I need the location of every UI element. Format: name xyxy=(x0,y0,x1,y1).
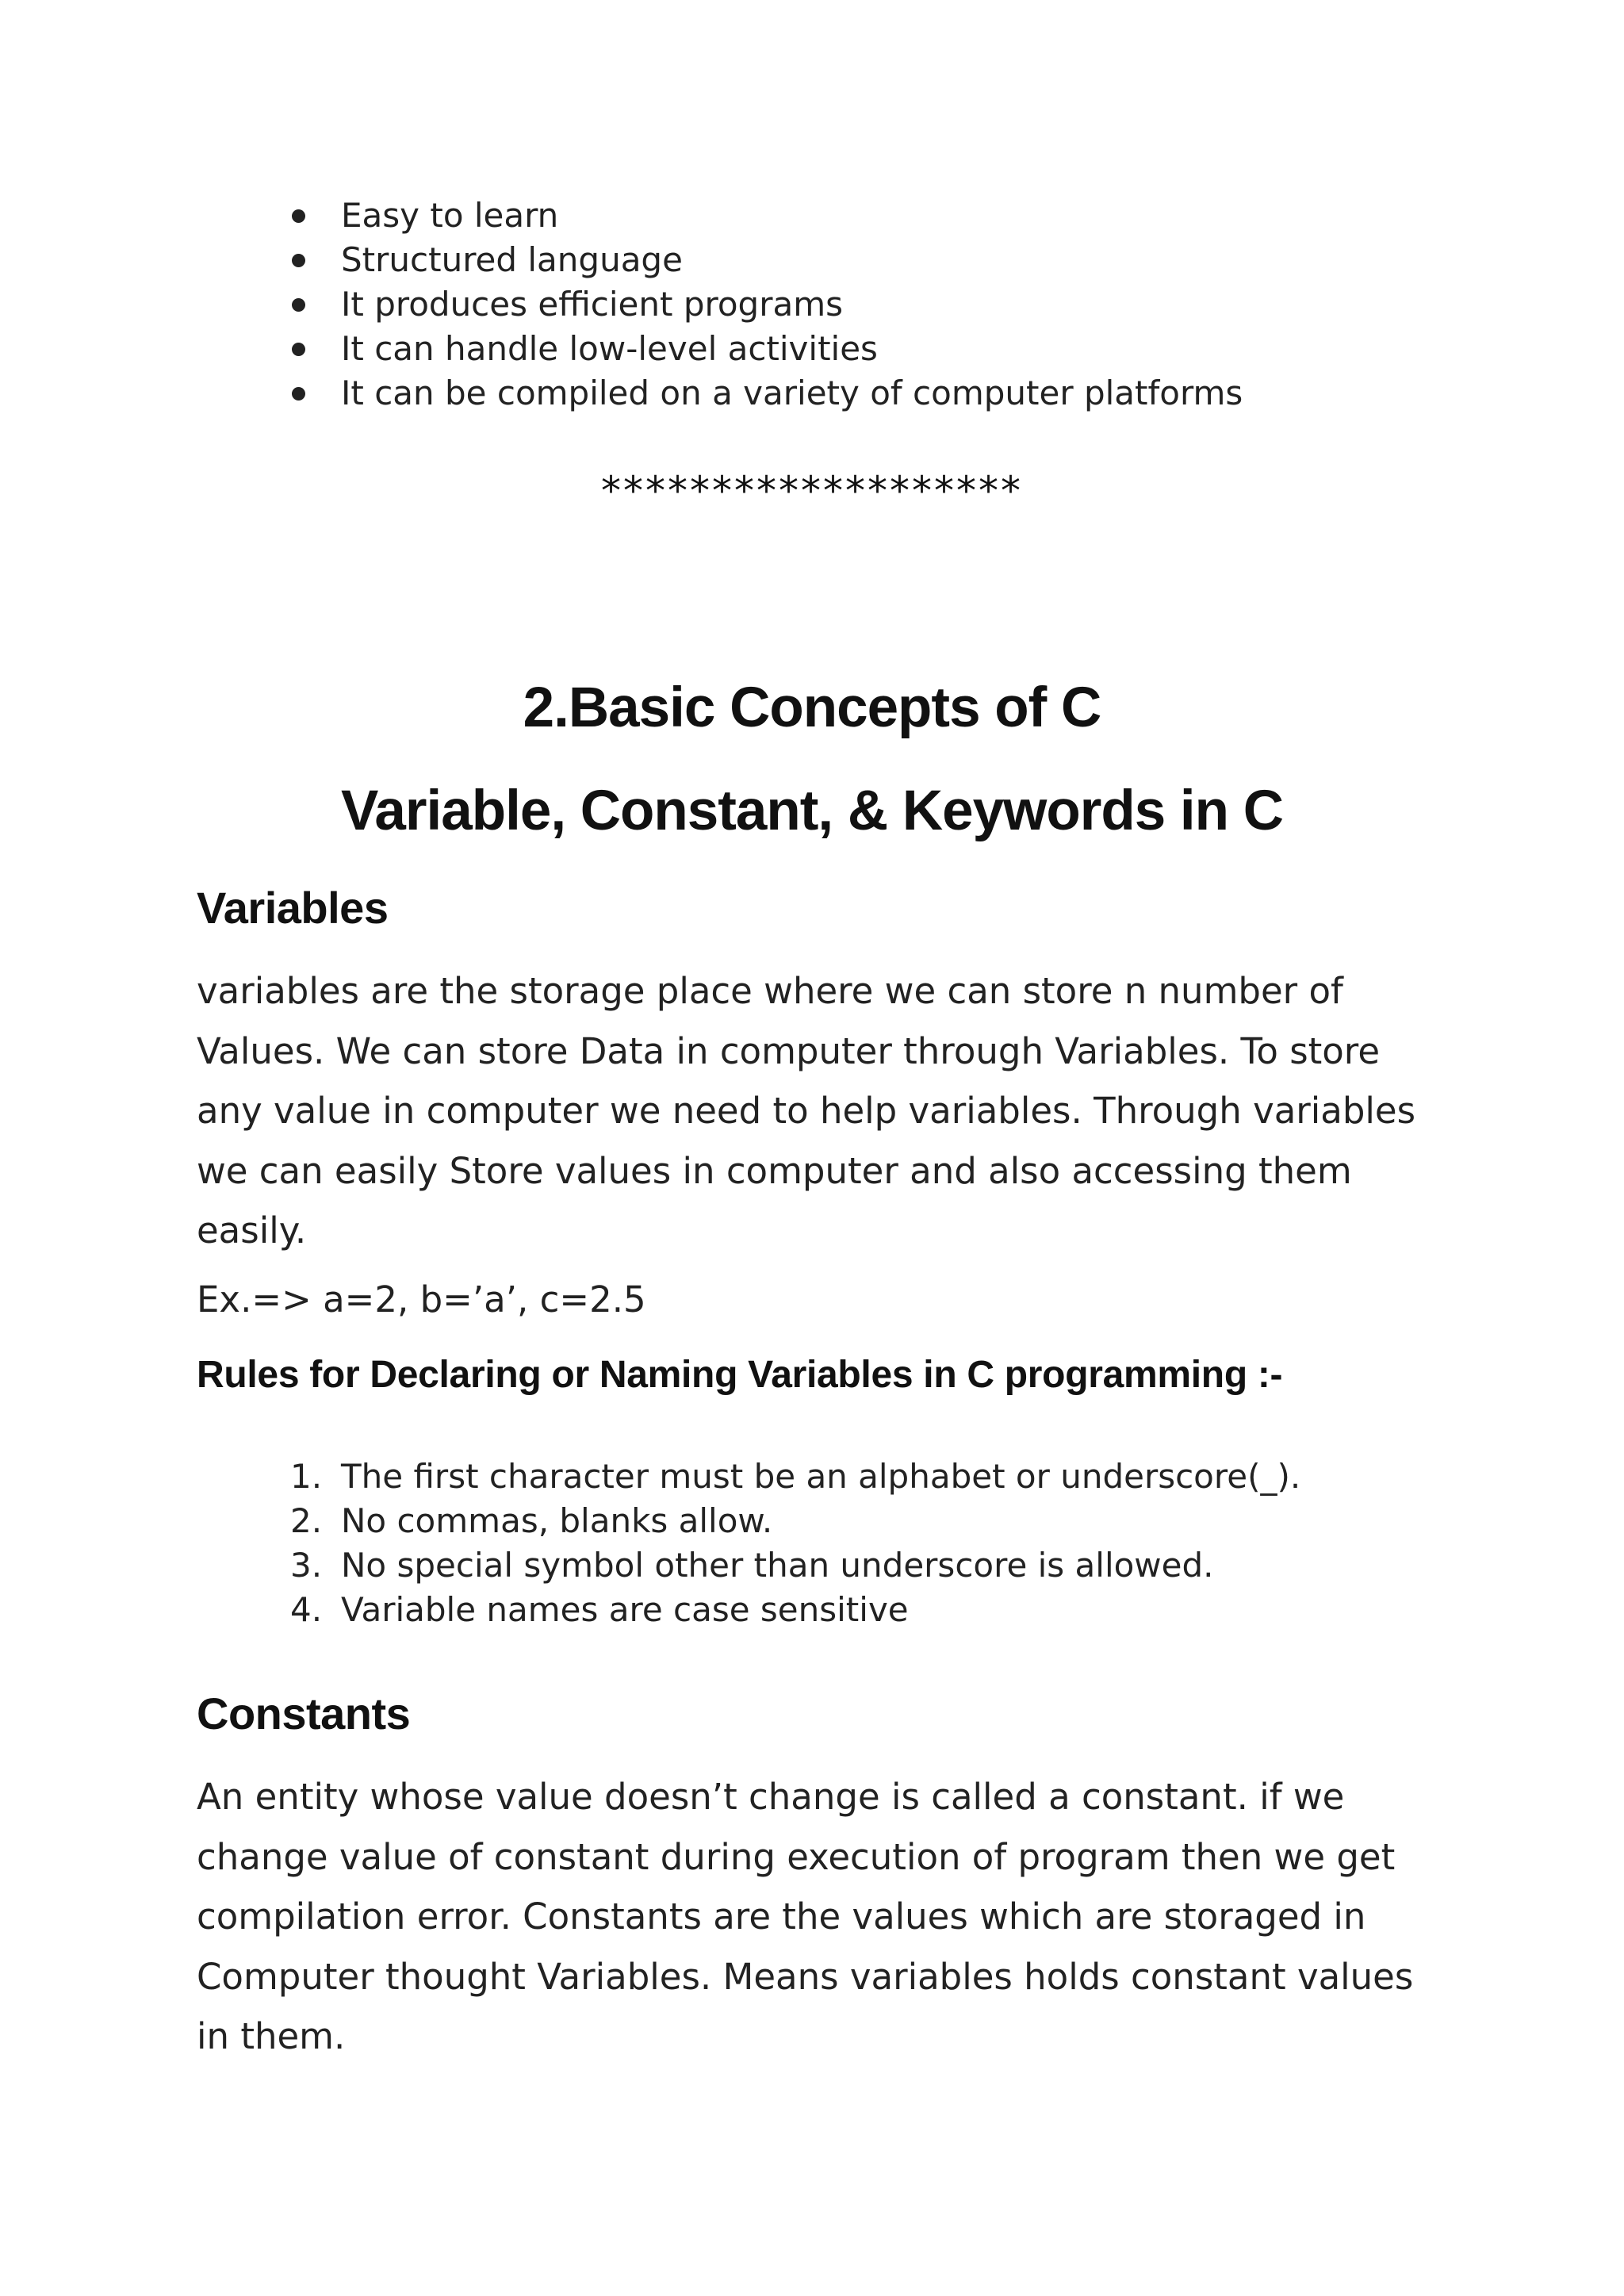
variables-paragraph xyxy=(197,961,1450,1261)
paragraph-line: in them. xyxy=(197,2015,346,2057)
list-item-text: Structured language xyxy=(341,240,683,279)
list-item-text: Variable names are case sensitive xyxy=(341,1590,909,1629)
paragraph-line: compilation error. Constants are the values which are storaged in xyxy=(197,1895,1366,1938)
list-item xyxy=(285,1499,1300,1543)
paragraph-line: Computer thought Variables. Means variables holds constant values xyxy=(197,1955,1414,1998)
list-item-text: It can be compiled on a variety of computer platforms xyxy=(341,374,1243,412)
paragraph-line: Values. We can store Data in computer through Variables. To store xyxy=(197,1029,1381,1072)
list-item-text: It produces efficient programs xyxy=(341,285,843,324)
list-item xyxy=(285,1588,1300,1632)
bullet-icon xyxy=(292,209,305,223)
list-number: 4. xyxy=(290,1590,323,1629)
variables-example: Ex.=> a=2, b=’a’, c=2.5 xyxy=(197,1278,646,1320)
paragraph-line: we can easily Store values in computer and also accessing them xyxy=(197,1149,1352,1192)
bullet-icon xyxy=(292,254,305,267)
section-subtitle: Variable, Constant, & Keywords in C xyxy=(340,780,1284,842)
list-item xyxy=(285,194,1243,238)
list-item xyxy=(285,238,1243,282)
list-number: 3. xyxy=(290,1546,323,1585)
list-item xyxy=(285,327,1243,371)
list-item xyxy=(285,1455,1300,1499)
section-separator: ******************* xyxy=(601,468,1023,514)
list-item-text: The first character must be an alphabet or underscore(_). xyxy=(341,1457,1301,1496)
paragraph-line: change value of constant during execution of program then we get xyxy=(197,1835,1396,1878)
paragraph-line: An entity whose value doesn’t change is called a constant. if we xyxy=(197,1776,1345,1818)
paragraph-line: easily. xyxy=(197,1209,307,1251)
list-item xyxy=(285,1543,1300,1588)
paragraph-line: any value in computer we need to help variables. Through variables xyxy=(197,1090,1416,1132)
list-number: 1. xyxy=(290,1457,323,1496)
list-item-text: No special symbol other than underscore is allowed. xyxy=(341,1546,1214,1585)
bullet-icon xyxy=(292,387,305,401)
rules-list xyxy=(285,1455,1300,1632)
constants-heading: Constants xyxy=(197,1688,411,1738)
list-item-text: It can handle low-level activities xyxy=(341,329,878,368)
bullet-icon xyxy=(292,298,305,312)
list-number: 2. xyxy=(290,1501,323,1540)
constants-paragraph xyxy=(197,1767,1450,2067)
list-item xyxy=(285,371,1243,416)
paragraph-line: variables are the storage place where we can store n number of xyxy=(197,970,1343,1012)
variables-heading: Variables xyxy=(197,883,389,933)
list-item-text: No commas, blanks allow. xyxy=(341,1501,773,1540)
rules-heading: Rules for Declaring or Naming Variables in C programming :- xyxy=(197,1354,1283,1396)
list-item-text: Easy to learn xyxy=(341,196,559,235)
section-title: 2.Basic Concepts of C xyxy=(523,677,1101,739)
features-list xyxy=(285,194,1243,416)
list-item xyxy=(285,282,1243,327)
bullet-icon xyxy=(292,343,305,356)
